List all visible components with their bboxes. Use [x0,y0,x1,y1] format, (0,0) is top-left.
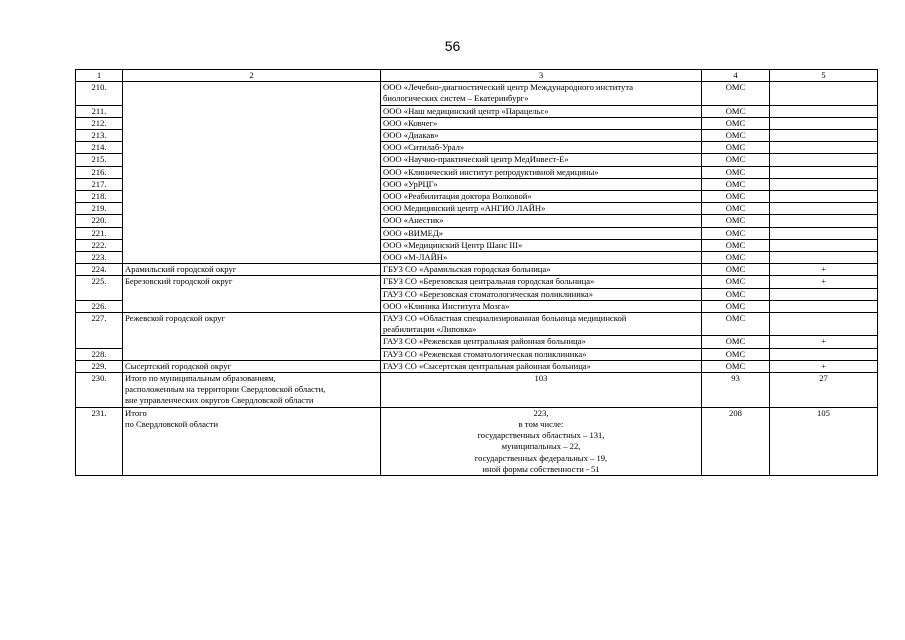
mark-cell [770,252,878,264]
mark-cell [770,239,878,251]
organization-cell: ГАУЗ СО «Березовская стоматологическая поликлиника» [381,288,702,300]
organization-cell: ООО «Медицинский Центр Шанс III» [381,239,702,251]
row-number: 218. [76,191,123,203]
funding-cell: ОМС [702,239,770,251]
facilities-table [75,69,878,476]
funding-cell: ОМС [702,300,770,312]
funding-cell: ОМС [702,82,770,105]
mark-cell [770,166,878,178]
organization-cell: ООО «Ситилаб-Урал» [381,142,702,154]
table-row [76,360,878,372]
mark-cell: + [770,336,878,348]
mark-cell: + [770,360,878,372]
funding-cell: ОМС [702,276,770,288]
row-number: 223. [76,252,123,264]
mark-cell [770,105,878,117]
funding-cell: ОМС [702,227,770,239]
column-header: 3 [381,70,702,82]
funding-cell: ОМС [702,105,770,117]
organization-cell: ГАУЗ СО «Сысертская центральная районная больница» [381,360,702,372]
organization-cell: ООО «Диакав» [381,130,702,142]
funding-cell: ОМС [702,288,770,300]
organization-cell: ГАУЗ СО «Режевская центральная районная больница» [381,336,702,348]
mark-cell [770,203,878,215]
total-breakdown: 223, в том числе: государственных областных – 131, муниципальных – 22, государственных федеральных – 19, иной формы собственности - 51 [381,407,702,475]
mark-cell [770,227,878,239]
funding-cell: ОМС [702,264,770,276]
total-mark: 105 [770,407,878,475]
funding-cell: ОМС [702,336,770,348]
row-number: 213. [76,130,123,142]
total-row-municipal [76,373,878,408]
organization-cell: ООО «М-ЛАЙН» [381,252,702,264]
total-mark: 27 [770,373,878,408]
mark-cell [770,215,878,227]
row-number: 210. [76,82,123,105]
organization-cell: ООО «Анестик» [381,215,702,227]
mark-cell [770,191,878,203]
district-cell [123,82,381,264]
mark-cell: + [770,264,878,276]
funding-cell: ОМС [702,191,770,203]
row-number: 222. [76,239,123,251]
district-cell: Березовский городской округ [123,276,381,313]
organization-cell: ООО «Наш медицинский центр «Парацельс» [381,105,702,117]
row-number: 215. [76,154,123,166]
row-number: 226. [76,300,123,312]
organization-cell: ООО «УрРЦГ» [381,178,702,190]
district-cell: Режевской городской округ [123,313,381,361]
row-number: 231. [76,407,123,475]
total-row-region [76,407,878,475]
organization-cell: ООО Медицинский центр «АНГИО ЛАЙН» [381,203,702,215]
row-number: 217. [76,178,123,190]
mark-cell [770,130,878,142]
organization-cell: ООО «Клиника Института Мозга» [381,300,702,312]
table-row [76,82,878,105]
row-number: 220. [76,215,123,227]
district-cell: Арамильский городской округ [123,264,381,276]
column-numbers-row [76,70,878,82]
row-number: 229. [76,360,123,372]
funding-cell: ОМС [702,252,770,264]
row-number: 216. [76,166,123,178]
funding-cell: ОМС [702,154,770,166]
funding-cell: ОМС [702,360,770,372]
column-header: 5 [770,70,878,82]
mark-cell [770,300,878,312]
mark-cell [770,288,878,300]
row-number: 212. [76,117,123,129]
funding-cell: ОМС [702,130,770,142]
organization-cell: ГБУЗ СО «Арамильская городская больница» [381,264,702,276]
funding-cell: ОМС [702,215,770,227]
row-number: 230. [76,373,123,408]
mark-cell [770,82,878,105]
funding-cell: ОМС [702,117,770,129]
column-header: 1 [76,70,123,82]
organization-cell: ГБУЗ СО «Березовская центральная городская больница» [381,276,702,288]
table-row [76,276,878,288]
row-number: 211. [76,105,123,117]
column-header: 2 [123,70,381,82]
organization-cell: ООО «Клинический институт репродуктивной медицины» [381,166,702,178]
row-number: 227. [76,313,123,349]
row-number: 225. [76,276,123,300]
table-row [76,313,878,336]
mark-cell [770,117,878,129]
mark-cell [770,142,878,154]
mark-cell [770,154,878,166]
total-label: Итого по муниципальным образованиям, расположенным на территории Свердловской области, вне управленческих округов Свердловской области [123,373,381,408]
organization-cell: ГАУЗ СО «Областная специализированная больница медицинской реабилитации «Липовка» [381,313,702,336]
mark-cell [770,178,878,190]
funding-cell: ОМС [702,166,770,178]
organization-cell: ООО «Лечебно-диагностический центр Международного института биологических систем – Екатеринбург» [381,82,702,105]
total-oms: 93 [702,373,770,408]
row-number: 219. [76,203,123,215]
funding-cell: ОМС [702,203,770,215]
total-oms: 208 [702,407,770,475]
row-number: 214. [76,142,123,154]
row-number: 224. [76,264,123,276]
table-row [76,264,878,276]
funding-cell: ОМС [702,313,770,336]
organization-cell: ООО «Реабилитация доктора Волковой» [381,191,702,203]
mark-cell: + [770,276,878,288]
funding-cell: ОМС [702,142,770,154]
row-number: 221. [76,227,123,239]
column-header: 4 [702,70,770,82]
funding-cell: ОМС [702,348,770,360]
organization-cell: ООО «ВИМЕД» [381,227,702,239]
total-count: 103 [381,373,702,408]
row-number: 228. [76,348,123,360]
organization-cell: ООО «Ковчег» [381,117,702,129]
district-cell: Сысертский городской округ [123,360,381,372]
funding-cell: ОМС [702,178,770,190]
organization-cell: ООО «Научно-практический центр МедИнвест-Е» [381,154,702,166]
mark-cell [770,348,878,360]
mark-cell [770,313,878,336]
page-number: 56 [444,38,461,54]
organization-cell: ГАУЗ СО «Режевская стоматологическая поликлиника» [381,348,702,360]
total-label: Итого по Свердловской области [123,407,381,475]
